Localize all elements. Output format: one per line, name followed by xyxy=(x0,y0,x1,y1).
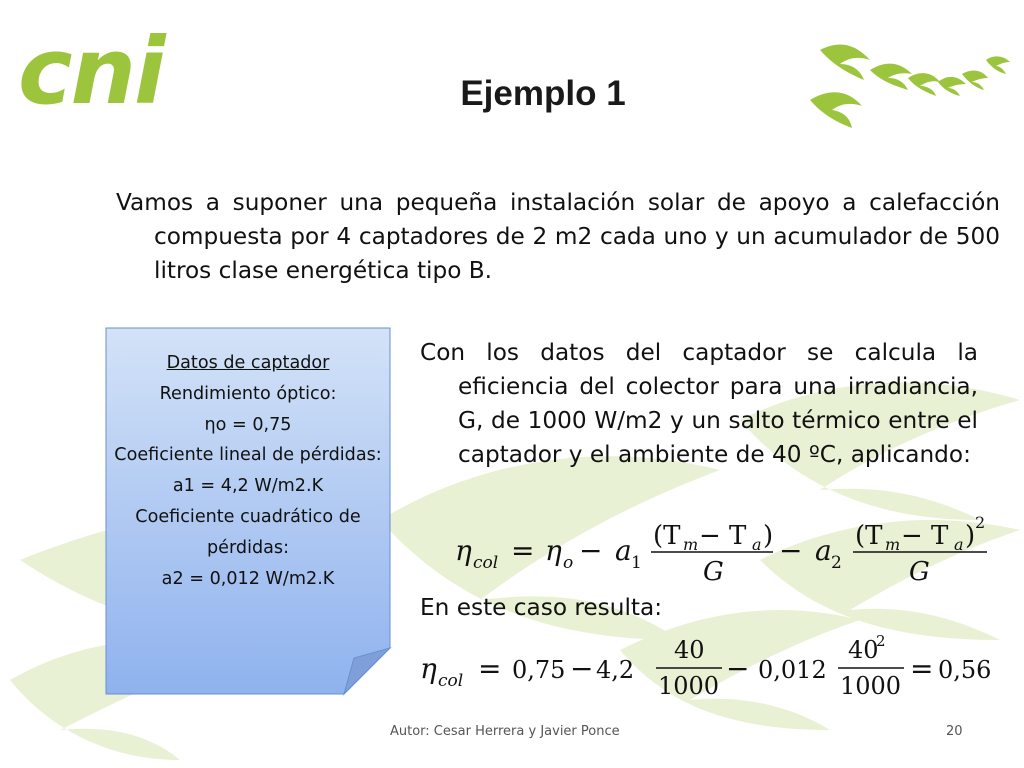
formula2-den1: 1000 xyxy=(658,672,720,700)
formula1-num2-open: (T xyxy=(855,521,883,551)
note-line-a1: a1 = 4,2 W/m2.K xyxy=(172,476,324,497)
formula1-eta-o: η xyxy=(545,534,562,567)
formula2-result: 0,56 xyxy=(938,656,992,684)
formula1-sub-1: 1 xyxy=(631,553,642,573)
formula1-sub-col: col xyxy=(473,553,499,573)
formula1-num2-a: a xyxy=(954,535,964,554)
formula2-den2: 1000 xyxy=(840,672,902,700)
note-line-quadratic: Coeficiente cuadrático de pérdidas: xyxy=(135,506,361,558)
formula1-den2: G xyxy=(909,557,930,587)
efficiency-paragraph: Con los datos del captador se calcula la eficiencia del colector para una irradiancia, G, de 1000 W/m2 y un salto térmico entre el captador y el ambiente de 40 ºC, aplicando: xyxy=(420,339,978,468)
formula2-value-42: 4,2 xyxy=(596,656,635,684)
formula2-sub-col: col xyxy=(438,671,464,691)
result-label: En este caso resulta: xyxy=(420,594,663,621)
formula1-num2-close: ) xyxy=(965,521,976,551)
formula1-num1-mid: − T xyxy=(699,521,747,551)
formula1-num1-a: a xyxy=(752,535,762,554)
formula1-num2-mid: − T xyxy=(901,521,949,551)
formula1-num1-close: ) xyxy=(763,521,774,551)
efficiency-formula xyxy=(455,508,995,588)
formula1-num1-open: (T xyxy=(653,521,681,551)
formula2-equals-2: = xyxy=(910,652,934,685)
result-formula xyxy=(420,634,1000,704)
formula1-num2-exponent: 2 xyxy=(975,513,986,532)
formula2-num1: 40 xyxy=(674,636,705,664)
slide-title: Ejemplo 1 xyxy=(460,74,626,113)
cni-logo: cni xyxy=(18,18,164,125)
note-line-a2: a2 = 0,012 W/m2.K xyxy=(161,568,335,589)
intro-paragraph: Vamos a suponer una pequeña instalación solar de apoyo a calefacción compuesta por 4 captadores de 2 m2 cada uno y un acumulador de 500 litros clase energética tipo B. xyxy=(116,189,1000,284)
note-line-eta: ηo = 0,75 xyxy=(204,414,292,435)
formula1-minus-1: − xyxy=(579,534,603,567)
formula2-minus-2: − xyxy=(726,652,750,685)
formula1-minus-2: − xyxy=(779,534,803,567)
formula1-eta: η xyxy=(455,534,472,567)
formula2-value-075: 0,75 xyxy=(512,656,566,684)
formula1-equals: = xyxy=(511,534,535,567)
note-heading: Datos de captador xyxy=(166,353,330,373)
footer-author: Autor: Cesar Herrera y Javier Ponce xyxy=(390,724,620,739)
formula1-sub-2: 2 xyxy=(831,553,842,573)
page-number: 20 xyxy=(946,724,963,739)
formula1-a2: a xyxy=(815,534,832,567)
formula2-num2: 40 xyxy=(848,636,879,664)
formula2-eta: η xyxy=(420,652,437,685)
formula1-num2-m: m xyxy=(885,535,901,554)
formula1-sub-o: o xyxy=(563,553,574,573)
formula2-value-0012: 0,012 xyxy=(758,656,827,684)
formula2-num2-exponent: 2 xyxy=(876,634,886,650)
formula1-den1: G xyxy=(703,557,724,587)
formula2-equals: = xyxy=(478,652,502,685)
formula1-num1-m: m xyxy=(683,535,699,554)
collector-data-note xyxy=(104,326,392,696)
note-line-optical: Rendimiento óptico: xyxy=(159,383,337,404)
formula2-minus-1: − xyxy=(570,652,594,685)
formula1-a1: a xyxy=(615,534,632,567)
note-line-linear: Coeficiente lineal de pérdidas: xyxy=(114,445,382,466)
